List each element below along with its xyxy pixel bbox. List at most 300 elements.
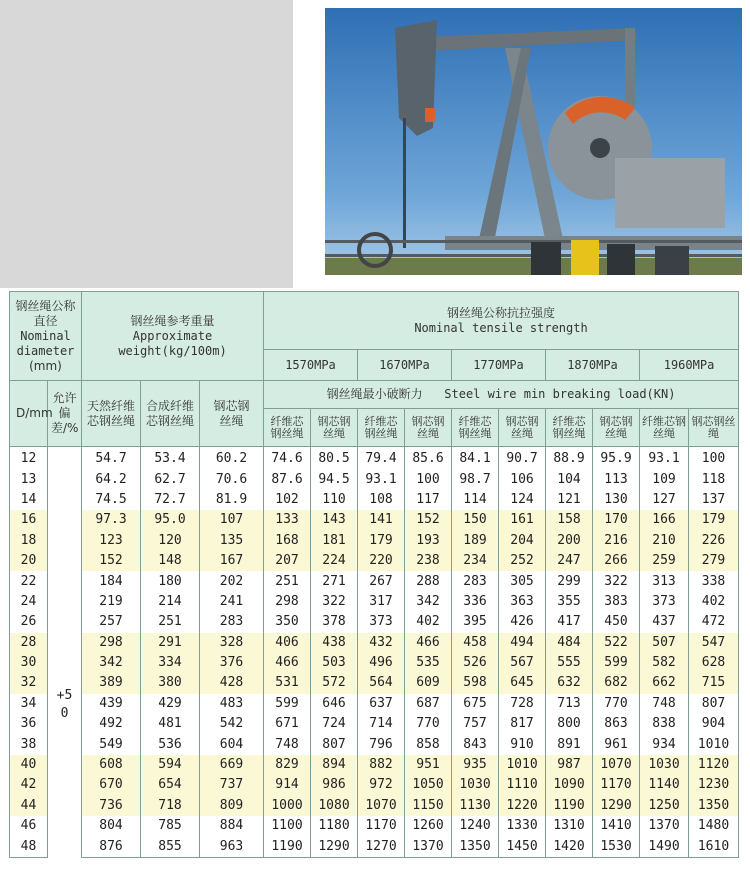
weight-cell: 107 (200, 510, 264, 530)
load-cell: 193 (405, 531, 452, 551)
load-cell: 904 (689, 714, 739, 734)
load-cell: 951 (405, 755, 452, 775)
load-cell: 152 (405, 510, 452, 530)
grey-placeholder-block (0, 0, 293, 288)
weight-cell: 718 (141, 796, 200, 816)
load-cell: 484 (546, 633, 593, 653)
table-row (10, 592, 739, 612)
wire-rope-spec-table (9, 291, 739, 858)
load-cell: 531 (264, 673, 311, 693)
diameter-unit: (mm) (29, 358, 62, 373)
load-cell: 288 (405, 571, 452, 591)
load-cell: 383 (593, 592, 640, 612)
weight-cell: 291 (141, 633, 200, 653)
weight-cell: 251 (141, 612, 200, 632)
load-cell: 432 (358, 633, 405, 653)
load-cell: 526 (452, 653, 499, 673)
load-cell: 363 (499, 592, 546, 612)
load-cell: 179 (689, 510, 739, 530)
load-cell: 1370 (405, 836, 452, 857)
load-cell: 1290 (593, 796, 640, 816)
load-cell: 234 (452, 551, 499, 571)
load-cell: 298 (264, 592, 311, 612)
load-cell: 373 (640, 592, 689, 612)
load-cell: 535 (405, 653, 452, 673)
weight-cell: 492 (82, 714, 141, 734)
load-cell: 891 (546, 734, 593, 754)
table-row (10, 734, 739, 754)
weight-cell: 328 (200, 633, 264, 653)
load-cell: 503 (311, 653, 358, 673)
diameter-cell: 48 (10, 836, 48, 857)
load-cell: 150 (452, 510, 499, 530)
load-cell: 74.6 (264, 447, 311, 470)
tolerance-zero: 0 (60, 706, 69, 721)
load-cell: 350 (264, 612, 311, 632)
grade-1960: 1960MPa (640, 350, 739, 381)
table-row (10, 714, 739, 734)
breaking-load-header (264, 381, 739, 409)
weight-cell: 594 (141, 755, 200, 775)
load-cell: 1080 (311, 796, 358, 816)
load-cell: 373 (358, 612, 405, 632)
load-cell: 458 (452, 633, 499, 653)
weight-cell: 483 (200, 694, 264, 714)
load-cell: 599 (264, 694, 311, 714)
load-cell: 216 (593, 531, 640, 551)
load-cell: 843 (452, 734, 499, 754)
table-row (10, 531, 739, 551)
load-cell: 226 (689, 531, 739, 551)
load-cell: 124 (499, 490, 546, 510)
load-cell: 113 (593, 469, 640, 489)
weight-cell: 669 (200, 755, 264, 775)
load-cell: 1350 (689, 796, 739, 816)
weight-cell: 180 (141, 571, 200, 591)
table-row (10, 775, 739, 795)
load-cell: 807 (311, 734, 358, 754)
weight-cell: 62.7 (141, 469, 200, 489)
weight-cell: 298 (82, 633, 141, 653)
core-fiber-1670: 纤维芯钢丝绳 (358, 409, 405, 447)
weight-cell: 481 (141, 714, 200, 734)
load-cell: 98.7 (452, 469, 499, 489)
load-cell: 645 (499, 673, 546, 693)
load-cell: 564 (358, 673, 405, 693)
load-cell: 728 (499, 694, 546, 714)
weight-cell: 74.5 (82, 490, 141, 510)
load-cell: 207 (264, 551, 311, 571)
load-cell: 1370 (640, 816, 689, 836)
load-cell: 252 (499, 551, 546, 571)
load-cell: 179 (358, 531, 405, 551)
load-cell: 1000 (264, 796, 311, 816)
load-cell: 671 (264, 714, 311, 734)
diameter-cell: 42 (10, 775, 48, 795)
load-cell: 687 (405, 694, 452, 714)
table-row (10, 816, 739, 836)
load-cell: 472 (689, 612, 739, 632)
weight-cell: 60.2 (200, 447, 264, 470)
diameter-cell: 34 (10, 694, 48, 714)
load-cell: 598 (452, 673, 499, 693)
load-cell: 1170 (358, 816, 405, 836)
load-cell: 338 (689, 571, 739, 591)
weight-header (82, 292, 264, 381)
load-cell: 305 (499, 571, 546, 591)
tensile-cn: 钢丝绳公称抗拉强度 (447, 305, 556, 320)
load-cell: 170 (593, 510, 640, 530)
weight-cell: 963 (200, 836, 264, 857)
load-cell: 1350 (452, 836, 499, 857)
load-cell: 210 (640, 531, 689, 551)
load-cell: 1030 (640, 755, 689, 775)
table-row (10, 551, 739, 571)
load-cell: 800 (546, 714, 593, 734)
load-cell: 1250 (640, 796, 689, 816)
table-row (10, 836, 739, 857)
weight-cn: 钢丝绳参考重量 (130, 313, 215, 328)
weight-cell: 804 (82, 816, 141, 836)
diameter-cell: 38 (10, 734, 48, 754)
load-cell: 161 (499, 510, 546, 530)
core-steel-1670: 钢芯钢丝绳 (405, 409, 452, 447)
core-steel-1870: 钢芯钢丝绳 (593, 409, 640, 447)
diameter-cell: 12 (10, 447, 48, 470)
load-en: Steel wire min breaking load(KN) (444, 387, 676, 401)
load-cell: 1050 (405, 775, 452, 795)
load-cell: 582 (640, 653, 689, 673)
load-cell: 133 (264, 510, 311, 530)
table-row (10, 653, 739, 673)
weight-cell: 241 (200, 592, 264, 612)
load-cell: 130 (593, 490, 640, 510)
load-cell: 1230 (689, 775, 739, 795)
load-cell: 632 (546, 673, 593, 693)
core-fiber-1870: 纤维芯钢丝绳 (546, 409, 593, 447)
weight-cell: 152 (82, 551, 141, 571)
load-cell: 1530 (593, 836, 640, 857)
diameter-cell: 32 (10, 673, 48, 693)
weight-cell: 654 (141, 775, 200, 795)
load-cell: 1070 (358, 796, 405, 816)
load-cell: 713 (546, 694, 593, 714)
load-cell: 599 (593, 653, 640, 673)
table-row (10, 447, 739, 470)
tensile-header (264, 292, 739, 350)
steel-core-header: 钢芯钢丝绳 (200, 381, 264, 447)
load-cell: 682 (593, 673, 640, 693)
diameter-cell: 46 (10, 816, 48, 836)
weight-cell: 184 (82, 571, 141, 591)
load-cell: 1290 (311, 836, 358, 857)
load-cell: 267 (358, 571, 405, 591)
weight-cell: 283 (200, 612, 264, 632)
grade-1570: 1570MPa (264, 350, 358, 381)
load-cell: 609 (405, 673, 452, 693)
weight-cell: 70.6 (200, 469, 264, 489)
table-row (10, 510, 739, 530)
weight-cell: 670 (82, 775, 141, 795)
weight-cell: 876 (82, 836, 141, 857)
load-cell: 770 (405, 714, 452, 734)
core-fiber-1770: 纤维芯钢丝绳 (452, 409, 499, 447)
table-row (10, 755, 739, 775)
load-cell: 1220 (499, 796, 546, 816)
weight-cell: 54.7 (82, 447, 141, 470)
load-cell: 100 (689, 447, 739, 470)
weight-cell: 202 (200, 571, 264, 591)
load-cell: 496 (358, 653, 405, 673)
load-cell: 466 (405, 633, 452, 653)
load-cell: 1480 (689, 816, 739, 836)
tolerance-plus: +5 (56, 688, 73, 703)
load-cell: 88.9 (546, 447, 593, 470)
load-cell: 547 (689, 633, 739, 653)
load-cell: 271 (311, 571, 358, 591)
load-cell: 1130 (452, 796, 499, 816)
table-row (10, 694, 739, 714)
load-cell: 322 (311, 592, 358, 612)
load-cell: 748 (640, 694, 689, 714)
weight-cell: 608 (82, 755, 141, 775)
weight-cell: 439 (82, 694, 141, 714)
weight-cell: 736 (82, 796, 141, 816)
load-cell: 1100 (264, 816, 311, 836)
load-cell: 1260 (405, 816, 452, 836)
load-cell: 748 (264, 734, 311, 754)
load-cell: 279 (689, 551, 739, 571)
load-cell: 637 (358, 694, 405, 714)
diameter-cell: 36 (10, 714, 48, 734)
weight-cell: 380 (141, 673, 200, 693)
load-cell: 168 (264, 531, 311, 551)
load-cell: 127 (640, 490, 689, 510)
table-row (10, 571, 739, 591)
core-steel-1770: 钢芯钢丝绳 (499, 409, 546, 447)
weight-cell: 167 (200, 551, 264, 571)
load-cell: 972 (358, 775, 405, 795)
load-cell: 104 (546, 469, 593, 489)
table-row (10, 796, 739, 816)
diameter-cell: 30 (10, 653, 48, 673)
load-cell: 1450 (499, 836, 546, 857)
load-cell: 90.7 (499, 447, 546, 470)
load-cell: 1010 (689, 734, 739, 754)
weight-cell: 257 (82, 612, 141, 632)
diameter-cell: 28 (10, 633, 48, 653)
load-cell: 1240 (452, 816, 499, 836)
weight-cell: 72.7 (141, 490, 200, 510)
table-row (10, 673, 739, 693)
load-cell: 378 (311, 612, 358, 632)
diameter-cell: 40 (10, 755, 48, 775)
load-cell: 646 (311, 694, 358, 714)
weight-cell: 214 (141, 592, 200, 612)
oil-pump-jack-photo (325, 8, 742, 275)
load-cell: 80.5 (311, 447, 358, 470)
load-cell: 961 (593, 734, 640, 754)
load-cell: 507 (640, 633, 689, 653)
load-cell: 158 (546, 510, 593, 530)
weight-cell: 64.2 (82, 469, 141, 489)
grade-1670: 1670MPa (358, 350, 452, 381)
weight-cell: 53.4 (141, 447, 200, 470)
load-cell: 109 (640, 469, 689, 489)
diameter-cn: 钢丝绳公称直径 (15, 298, 76, 328)
load-cell: 247 (546, 551, 593, 571)
weight-cell: 536 (141, 734, 200, 754)
load-cell: 1030 (452, 775, 499, 795)
load-cell: 450 (593, 612, 640, 632)
load-cell: 572 (311, 673, 358, 693)
load-cell: 417 (546, 612, 593, 632)
load-cell: 437 (640, 612, 689, 632)
grade-1870: 1870MPa (546, 350, 640, 381)
weight-cell: 120 (141, 531, 200, 551)
load-cn: 钢丝绳最小破断力 (326, 387, 423, 401)
load-cell: 986 (311, 775, 358, 795)
grade-1770: 1770MPa (452, 350, 546, 381)
weight-cell: 81.9 (200, 490, 264, 510)
load-cell: 807 (689, 694, 739, 714)
weight-cell: 809 (200, 796, 264, 816)
load-cell: 829 (264, 755, 311, 775)
table-row (10, 469, 739, 489)
load-cell: 1090 (546, 775, 593, 795)
load-cell: 1010 (499, 755, 546, 775)
diameter-cell: 13 (10, 469, 48, 489)
core-fiber-1960: 纤维芯钢丝绳 (640, 409, 689, 447)
load-cell: 224 (311, 551, 358, 571)
load-cell: 204 (499, 531, 546, 551)
load-cell: 1190 (546, 796, 593, 816)
load-cell: 438 (311, 633, 358, 653)
diameter-en: Nominal diameter (16, 328, 75, 358)
load-cell: 79.4 (358, 447, 405, 470)
data-rows (10, 447, 739, 858)
load-cell: 141 (358, 510, 405, 530)
load-cell: 118 (689, 469, 739, 489)
load-cell: 1490 (640, 836, 689, 857)
core-steel-1570: 钢芯钢丝绳 (311, 409, 358, 447)
weight-cell: 855 (141, 836, 200, 857)
load-cell: 1120 (689, 755, 739, 775)
diameter-cell: 44 (10, 796, 48, 816)
diameter-cell: 26 (10, 612, 48, 632)
diameter-cell: 14 (10, 490, 48, 510)
weight-cell: 429 (141, 694, 200, 714)
weight-cell: 389 (82, 673, 141, 693)
load-cell: 838 (640, 714, 689, 734)
load-cell: 894 (311, 755, 358, 775)
load-cell: 796 (358, 734, 405, 754)
load-cell: 110 (311, 490, 358, 510)
load-cell: 935 (452, 755, 499, 775)
load-cell: 402 (405, 612, 452, 632)
load-cell: 494 (499, 633, 546, 653)
load-cell: 189 (452, 531, 499, 551)
table-row (10, 612, 739, 632)
load-cell: 181 (311, 531, 358, 551)
load-cell: 1330 (499, 816, 546, 836)
d-mm-header: D/mm (10, 381, 48, 447)
load-cell: 567 (499, 653, 546, 673)
diameter-cell: 24 (10, 592, 48, 612)
natural-fiber-header: 天然纤维芯钢丝绳 (82, 381, 141, 447)
weight-cell: 135 (200, 531, 264, 551)
load-cell: 143 (311, 510, 358, 530)
load-cell: 93.1 (640, 447, 689, 470)
load-cell: 94.5 (311, 469, 358, 489)
weight-cell: 148 (141, 551, 200, 571)
load-cell: 757 (452, 714, 499, 734)
load-cell: 987 (546, 755, 593, 775)
load-cell: 85.6 (405, 447, 452, 470)
load-cell: 914 (264, 775, 311, 795)
load-cell: 628 (689, 653, 739, 673)
load-cell: 395 (452, 612, 499, 632)
weight-en: Approximate weight(kg/100m) (118, 328, 227, 358)
weight-cell: 428 (200, 673, 264, 693)
load-cell: 95.9 (593, 447, 640, 470)
tolerance-cell (48, 447, 82, 858)
weight-cell: 334 (141, 653, 200, 673)
load-cell: 259 (640, 551, 689, 571)
tolerance-header: 允许偏差/% (48, 381, 82, 447)
load-cell: 102 (264, 490, 311, 510)
load-cell: 882 (358, 755, 405, 775)
load-cell: 817 (499, 714, 546, 734)
diameter-cell: 22 (10, 571, 48, 591)
load-cell: 1420 (546, 836, 593, 857)
diameter-cell: 20 (10, 551, 48, 571)
weight-cell: 95.0 (141, 510, 200, 530)
load-cell: 1270 (358, 836, 405, 857)
load-cell: 313 (640, 571, 689, 591)
load-cell: 108 (358, 490, 405, 510)
pump-jack-illustration (325, 8, 742, 275)
load-cell: 1610 (689, 836, 739, 857)
tensile-en: Nominal tensile strength (414, 320, 588, 335)
load-cell: 1190 (264, 836, 311, 857)
load-cell: 100 (405, 469, 452, 489)
load-cell: 863 (593, 714, 640, 734)
weight-cell: 884 (200, 816, 264, 836)
weight-cell: 737 (200, 775, 264, 795)
load-cell: 715 (689, 673, 739, 693)
load-cell: 238 (405, 551, 452, 571)
load-cell: 1150 (405, 796, 452, 816)
load-cell: 1410 (593, 816, 640, 836)
weight-cell: 123 (82, 531, 141, 551)
load-cell: 137 (689, 490, 739, 510)
synthetic-fiber-header: 合成纤维芯钢丝绳 (141, 381, 200, 447)
load-cell: 84.1 (452, 447, 499, 470)
load-cell: 355 (546, 592, 593, 612)
weight-cell: 549 (82, 734, 141, 754)
load-cell: 402 (689, 592, 739, 612)
load-cell: 426 (499, 612, 546, 632)
load-cell: 675 (452, 694, 499, 714)
load-cell: 114 (452, 490, 499, 510)
load-cell: 283 (452, 571, 499, 591)
load-cell: 299 (546, 571, 593, 591)
table-row (10, 633, 739, 653)
load-cell: 117 (405, 490, 452, 510)
load-cell: 1110 (499, 775, 546, 795)
load-cell: 106 (499, 469, 546, 489)
